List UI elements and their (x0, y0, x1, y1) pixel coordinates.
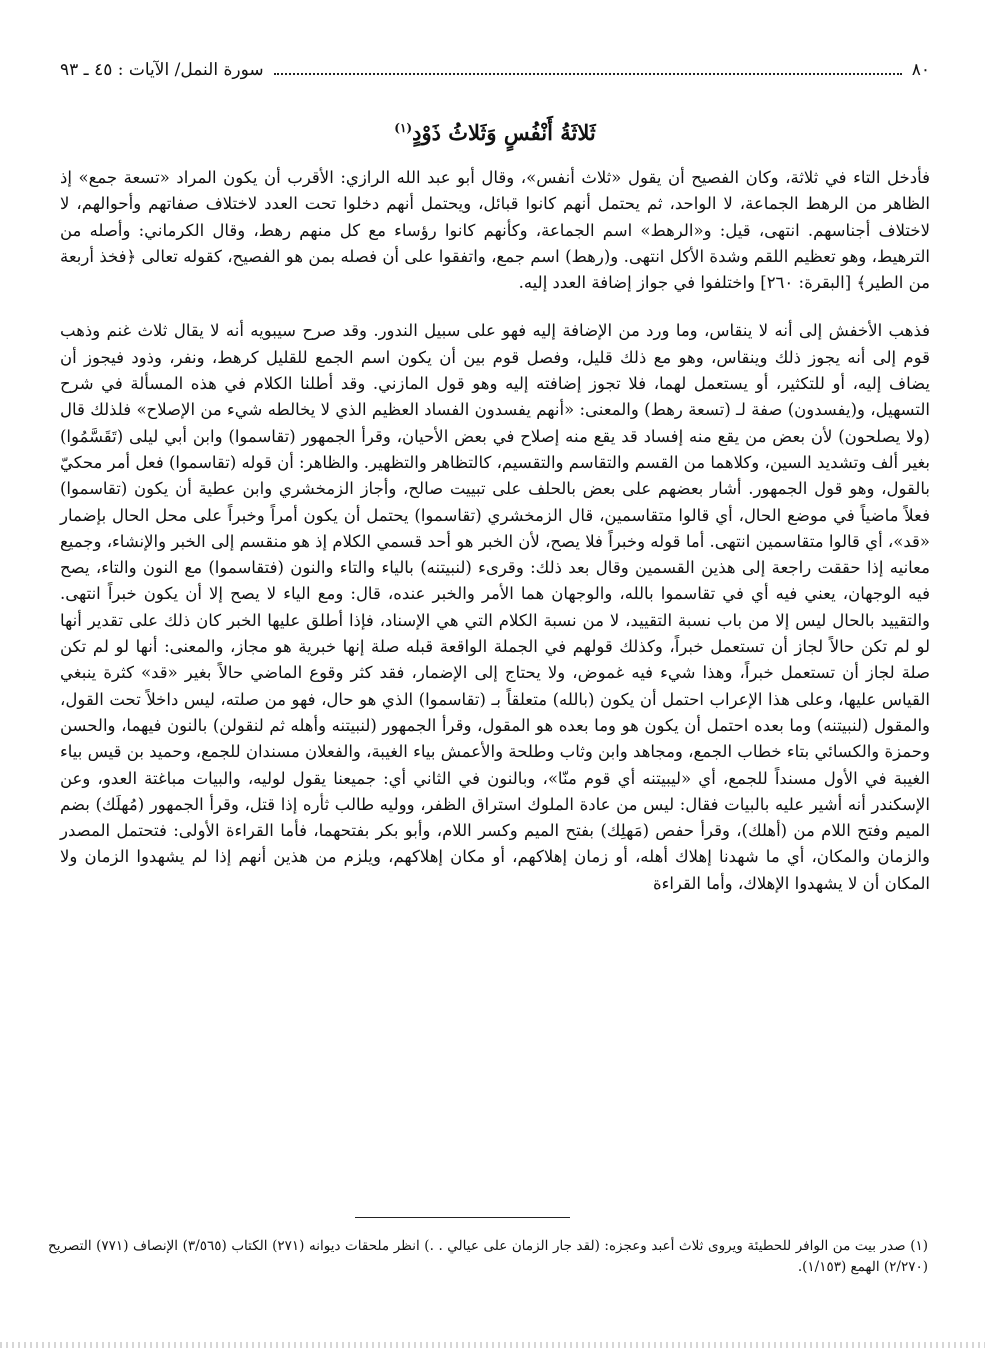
header-dotted-rule (274, 63, 902, 75)
footnote-marker: (١) (394, 121, 413, 135)
footnote-separator (355, 1217, 570, 1218)
running-header (60, 60, 930, 86)
scan-edge-artifact (0, 1342, 985, 1348)
paragraph-1: فأدخل التاء في ثلاثة، وكان الفصيح أن يقول «ثلاث أنفس»، وقال أبو عبد الله الرازي: الأقرب أن يكون المراد «تسعة جمع» إذ الظاهر من الرهط الجماعة، لا الواحد، ثم يحتمل أنهم كانوا قبائل، ويحتمل أنهم دخلوا تحت العدد لاختلاف صفاتهم وأحوالهم، لا لاختلاف أجناسهم. انتهى، قيل: و«الرهط» اسم الجماعة، وكأنهم كانوا رؤساء مع كل منهم رهط، وقال الكرماني: وأصله من الترهيط، وهو تعظيم اللقم وشدة الأكل انتهى. و(رهط) اسم جمع، واتفقوا على أن فصله بمن هو الفصيح، كقوله تعالى ﴿فخذ أربعة من الطير﴾ [البقرة: ٢٦٠] واختلفوا في جواز إضافة العدد إليه. (60, 168, 930, 293)
page-body (60, 60, 930, 897)
page-number: ٨٠ (911, 60, 930, 80)
verse-title-text: ثَلاثَةُ أَنْفُسٍ وَثَلاثُ ذَوْدٍ (412, 120, 596, 145)
running-title: سورة النمل/ الآيات : ٤٥ ـ ٩٣ (60, 60, 264, 80)
paragraph-2: فذهب الأخفش إلى أنه لا ينقاس، وما ورد من الإضافة إليه فهو على سبيل الندور. وقد صرح سيبويه أنه لا يقال ثلاث غنم وذهب قوم إلى أنه يجوز ذلك وينقاس، وهو مع ذلك قليل، وفصل قوم بين أن يكون اسم الجمع للقليل كرهط، ونفر، وذود فيجوز أن يضاف إليه، أو للتكثير، أو يستعمل لهما، فلا تجوز إضافته إليه وهو قول المازني. وقد أطلنا الكلام في هذه المسألة في شرح التسهيل، و(يفسدون) صفة لـ (تسعة رهط) والمعنى: «أنهم يفسدون الفساد العظيم الذي لا يخالطه شيء من الإصلاح» فلذلك قال (ولا يصلحون) لأن بعض من يقع منه إفساد قد يقع منه إصلاح في بعض الأحيان، وقرأ الجمهور (تقاسموا) وابن أبي ليلى (تَقَسَّمُوا) بغير ألف وتشديد السين، وكلاهما من القسم والتقاسم والتقسيم، كالتظاهر والتظهير. والظاهر: أن قوله (تقاسموا) فعل أمر محكيّ بالقول، وهو قول الجمهور. أشار بعضهم على بعض بالحلف على تبييت صالح، وأجاز الزمخشري وابن عطية أن يكون (تقاسموا) فعلاً ماضياً في موضع الحال، أي قالوا متقاسمين، قال الزمخشري (تقاسموا) يحتمل أن يكون أمراً وخبراً على محل الحال بإضمار «قد»، أي قالوا متقاسمين انتهى. أما قوله وخبراً فلا يصح، لأن الخبر هو أحد قسمي الكلام إذ هو منقسم إلى الخبر والإنشاء، وجميع معانيه إذا حققت راجعة إلى هذين القسمين وقال بعد ذلك: وقرىء (لنبيتنه) بالياء والتاء والنون (فتقاسموا) مع النون والتاء، يصح فيه الوجهان، يعني فيه أي في تقاسموا بالله، والوجهان هما الأمر والخبر عنده، قال: ومع الياء لا يصح إلا أن يكون خبراً انتهى. والتقييد بالحال ليس إلا من باب نسبة التقييد، لا من نسبة الكلام التي هي الإسناد، فإذا أطلق عليها الخبر كان ذلك على تقدير أنها لو لم تكن حالاً لجاز أن تستعمل خبراً، وكذلك قولهم في الجملة الواقعة قبله صلة إنها خبرية هو مجاز، والمعنى: أنها لو لم تكن صلة لجاز أن تستعمل خبراً، وهذا شيء فيه غموض، ولا يحتاج إلى الإضمار، فقد كثر وقوع الماضي حالاً بغير «قد» كثرة ينبغي القياس عليها، وعلى هذا الإعراب احتمل أن يكون (بالله) متعلقاً بـ (تقاسموا) الذي هو حال، فهو من صلته، ليس داخلاً تحت القول، والمقول (لنبيتنه) وما بعده احتمل أن يكون هو وما بعده هو المقول، وقرأ الجمهور (لنبيتنه وأهله ثم لنقولن) بالنون فيهما، والحسن وحمزة والكسائي بتاء خطاب الجمع، ومجاهد وابن وثاب وطلحة والأعمش بياء الغيبة، والفعلان مسندان للجمع، وحميد بن قيس بياء الغيبة في الأول مسنداً للجمع، أي «ليبيتنه أي قوم منّا»، وبالنون في الثاني أي: جميعنا يقول لوليه، والبيات مباغتة العدو، وعن الإسكندر أنه أشير عليه بالبيات فقال: ليس من عادة الملوك استراق الظفر، ووليه طالب ثأره إذا قتل، وقرأ الجمهور (مُهلَك) بضم الميم وفتح اللام من (أهلك)، وقرأ حفص (مَهلِك) بفتح الميم وكسر اللام، وأبو بكر بفتحهما، فأما القراءة الأولى: فتحتمل المصدر والزمان والمكان، أي ما شهدنا إهلاك أهله، أو زمان إهلاكهم، أو مكان إهلاكهم، ويلزم من هذين أنهم إذا لم يشهدوا الزمان ولا المكان أن لا يشهدوا الإهلاك، وأما القراءة (60, 321, 930, 893)
footnote: (١) صدر بيت من الوافر للحطيئة ويروى ثلاث أعبد وعجزه: (لقد جار الزمان على عيالي . .) انظر ملحقات ديوانه (٢٧١) الكتاب (٣/٥٦٥) الإنصاف (٧٧١) التصريح (٢/٢٧٠) الهمع (١/١٥٣). (48, 1238, 929, 1275)
verse-title (60, 120, 930, 145)
